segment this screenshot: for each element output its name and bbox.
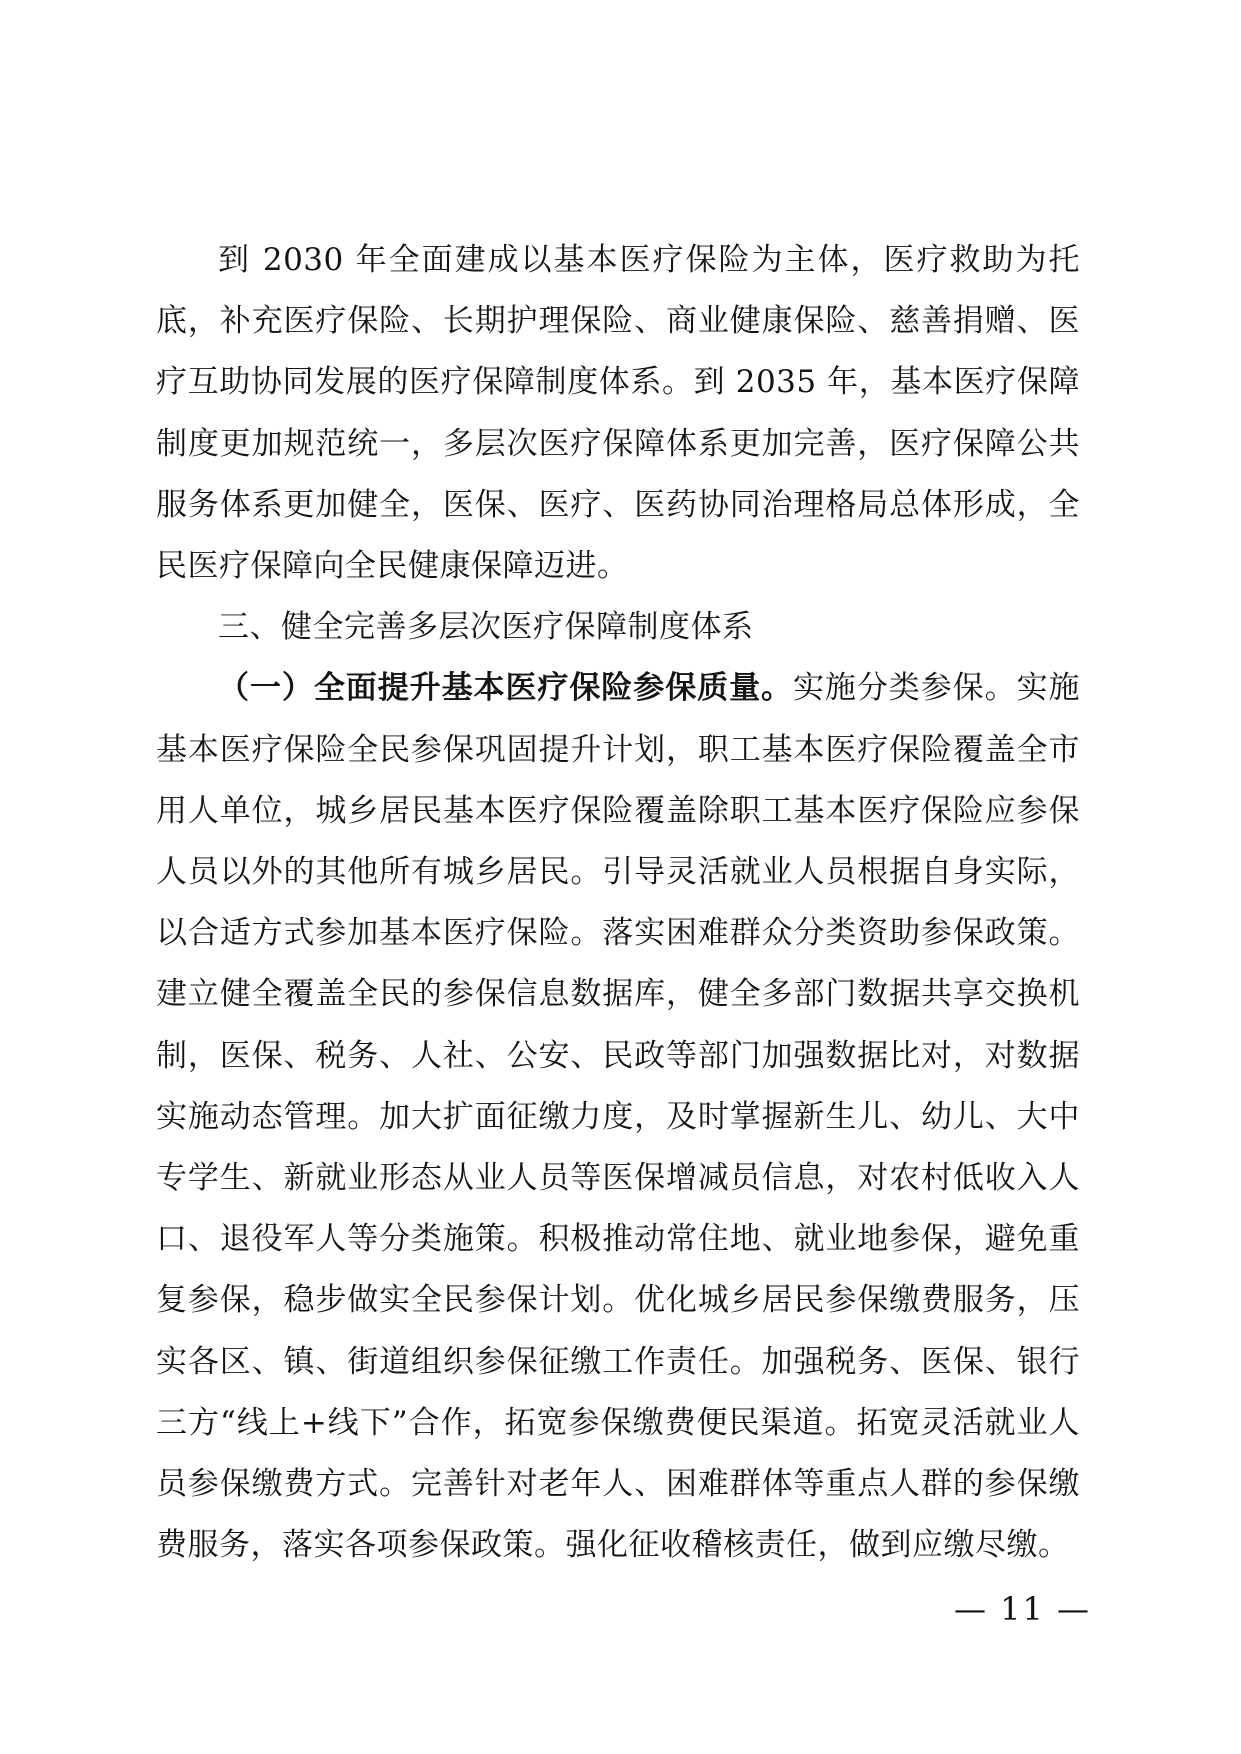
subsection-heading: （一）全面提升基本医疗保险参保质量。 (218, 670, 793, 707)
paragraph-body: 实施分类参保。实施基本医疗保险全民参保巩固提升计划，职工基本医疗保险覆盖全市用人单位，城乡居民基本医疗保险覆盖除职工基本医疗保险应参保人员以外的其他所有城乡居民。引导灵活就业人员根据自身实际，以合适方式参加基本医疗保险。落实困难群众分类资助参保政策。建立健全覆盖全民的参保信息数据库，健全多部门数据共享交换机制，医保、税务、人社、公安、民政等部门加强数据比对，对数据实施动态管理。加大扩面征缴力度，及时掌握新生儿、幼儿、大中专学生、新就业形态从业人员等医保增减员信息，对农村低收入人口、退役军人等分类施策。积极推动常住地、就业地参保，避免重复参保，稳步做实全民参保计划。优化城乡居民参保缴费服务，压实各区、镇、街道组织参保征缴工作责任。加强税务、医保、银行三方“线上+线下”合作，拓宽参保缴费便民渠道。拓宽灵活就业人员参保缴费方式。完善针对老年人、困难群体等重点人群的参保缴费服务，落实各项参保政策。强化征收稽核责任，做到应缴尽缴。 (156, 670, 1081, 1564)
paragraph-goals: 到 2030 年全面建成以基本医疗保险为主体，医疗救助为托底，补充医疗保险、长期护理保险、商业健康保险、慈善捐赠、医疗互助协同发展的医疗保障制度体系。到 2035 年，基本医疗保障制度更加规范统一，多层次医疗保障体系更加完善，医疗保障公共服务体系更加健全，医保、医疗、医药协同治理格局总体形成，全民医疗保障向全民健康保障迈进。 (156, 242, 1080, 585)
section-heading: 三、健全完善多层次医疗保障制度体系 (218, 609, 754, 646)
document-body (156, 230, 1080, 1576)
paragraph-insurance-quality (156, 658, 1080, 1576)
page-number: — 11 — (953, 1590, 1091, 1628)
